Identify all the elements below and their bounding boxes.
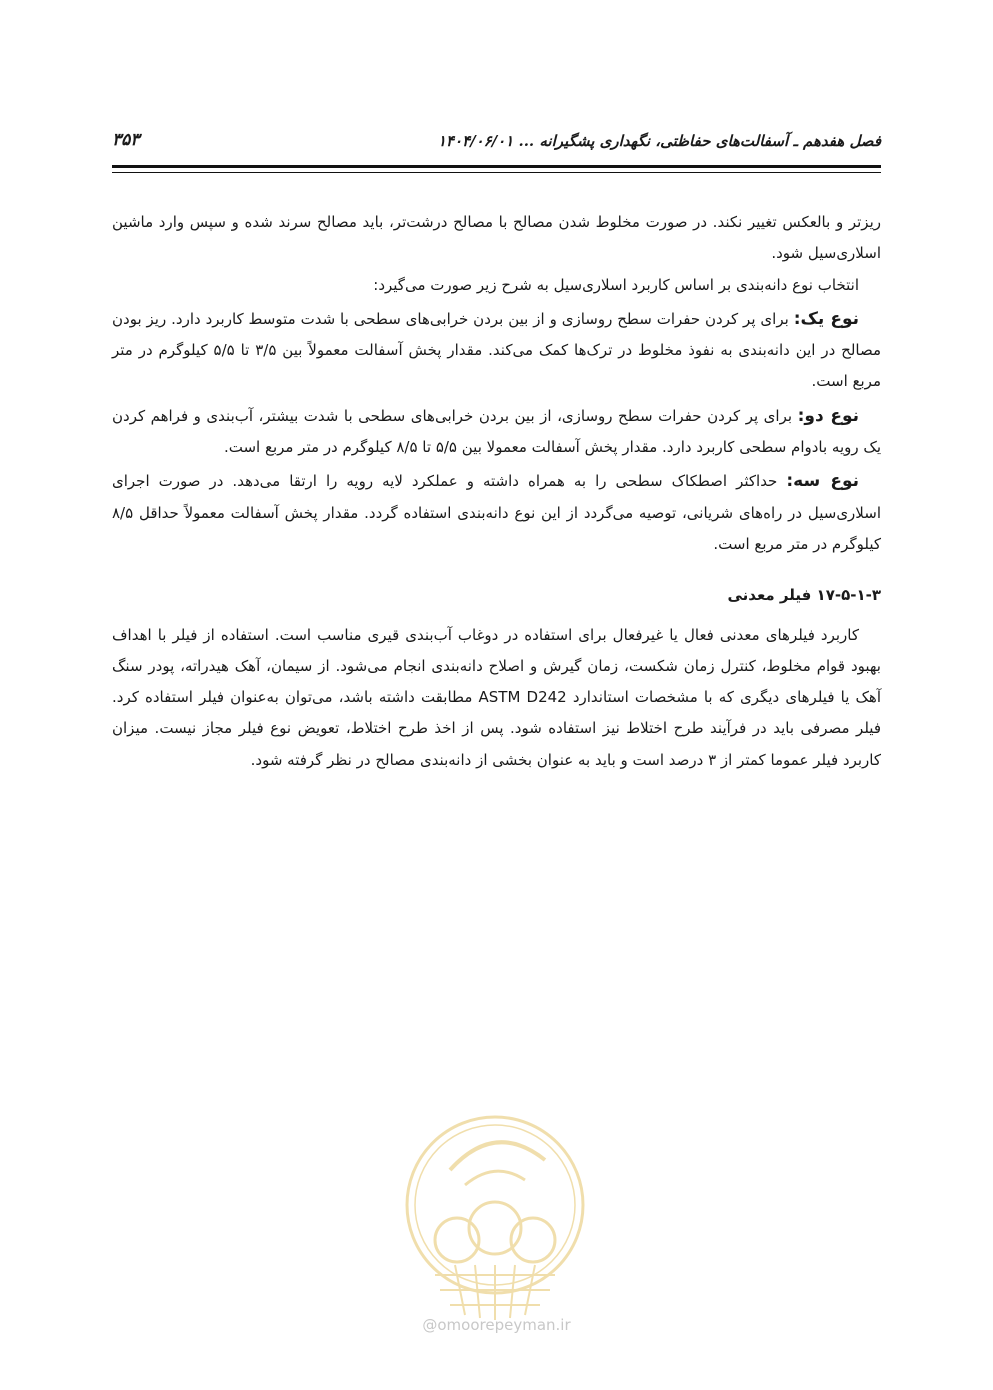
paragraph-filler: کاربرد فیلرهای معدنی فعال یا غیرفعال برای استفاده در دوغاب آب‌بندی قیری مناسب است. استفاده از فیلر با اهداف بهبود قوام مخلوط، کنترل زمان شکست، زمان گیرش و اصلاح دانه‌بندی انجام می‌شود. از سیمان، آهک هیدراته، پودر سنگ آهک یا فیلرهای دیگری که با مشخصات استاندارد ASTM D242 مطابقت داشته باشد، می‌توان به‌عنوان فیلر استفاده کرد. فیلر مصرفی باید در فرآیند طرح اختلاط نیز استفاده شود. پس از اخذ طرح اختلاط، تعویض نوع فیلر مجاز نیست. میزان کاربرد فیلر عموما کمتر از ۳ درصد است و باید به عنوان بخشی از دانه‌بندی مصالح در نظر گرفته شود. <box>112 625 882 769</box>
chapter-title: فصل هفدهم ـ آسفالت‌های حفاظتی، نگهداری پشگیرانه ... ۱۴۰۴/۰۶/۰۱ <box>437 132 881 150</box>
paragraph-continuation: ریزتر و بالعکس تغییر نکند. در صورت مخلوط شدن مصالح با مصالح درشت‌تر، باید مصالح سرند شده و سپس وارد ماشین اسلاری‌سیل شود. <box>112 213 881 263</box>
body-text <box>112 207 881 776</box>
type-three-text: حداکثر اصطکاک سطحی را به همراه داشته و عملکرد لایه رویه را ارتقا می‌دهد. در صورت اجرای اسلاری‌سیل در راه‌های شریانی، توصیه می‌گردد از این نوع دانه‌بندی استفاده گردد. مقدار پخش آسفالت معمولاً حداقل ۸/۵ کیلوگرم در متر مربع است. <box>112 472 881 553</box>
section-heading: ۱۷-۵-۱-۳ فیلر معدنی <box>727 586 881 605</box>
header-rule-thick <box>112 165 881 168</box>
header-rule-thin <box>112 172 881 173</box>
watermark-logo-icon <box>395 1100 595 1350</box>
paragraph-type-one <box>112 304 881 398</box>
watermark-url: @omoorepeyman.ir <box>422 1316 571 1334</box>
paragraph-type-three <box>112 466 881 560</box>
paragraph-type-two <box>112 401 881 464</box>
type-one-term: نوع یک: <box>793 308 859 329</box>
type-two-text: برای پر کردن حفرات سطح روسازی، از بین بردن خرابی‌های سطحی با شدت بیشتر، آب‌بندی و فراهم کردن یک رویه بادوام سطحی کاربرد دارد. مقدار پخش آسفالت معمولا بین ۵/۵ تا ۸/۵ کیلوگرم در متر مربع است. <box>112 406 881 457</box>
type-one-text: برای پر کردن حفرات سطح روسازی و از بین بردن خرابی‌های سطحی با شدت متوسط کاربرد دارد. ریز بودن مصالح در این دانه‌بندی به نفوذ مخلوط در ترک‌ها کمک می‌کند. مقدار پخش آسفالت معمولاً بین ۳/۵ تا ۵/۵ کیلوگرم در متر مربع است. <box>112 309 882 391</box>
type-three-term: نوع سه: <box>786 471 859 492</box>
paragraph-intro: انتخاب نوع دانه‌بندی بر اساس کاربرد اسلاری‌سیل به شرح زیر صورت می‌گیرد: <box>373 275 859 294</box>
type-two-term: نوع دو: <box>797 405 859 426</box>
running-header <box>112 126 881 160</box>
page-number: ۳۵۳ <box>112 130 140 150</box>
